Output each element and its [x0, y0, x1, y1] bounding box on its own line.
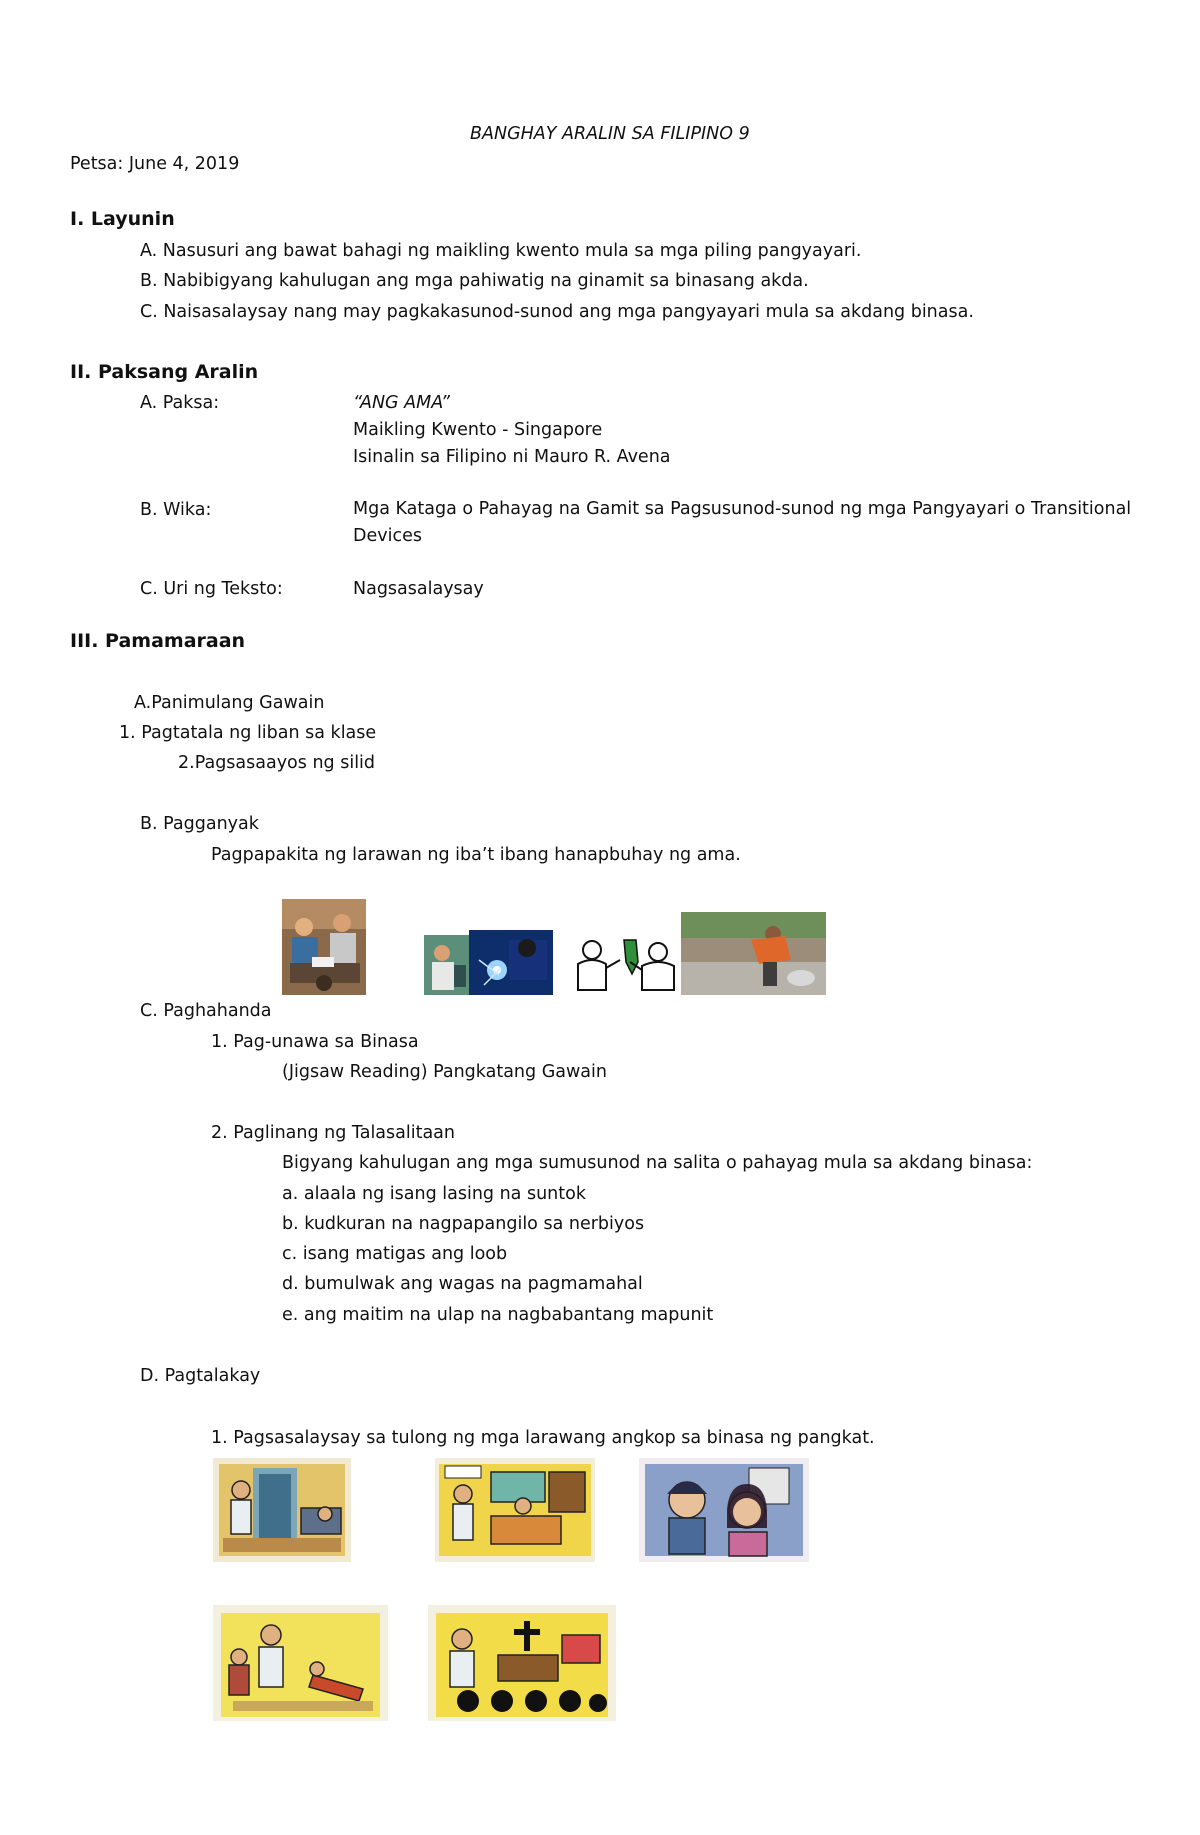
pagganyak-text: Pagpapakita ng larawan ng iba’t ibang hanapbuhay ng ama.: [211, 845, 741, 865]
date-line: Petsa: June 4, 2019: [70, 154, 240, 174]
objective-item: A. Nasusuri ang bawat bahagi ng maikling kwento mula sa mga piling pangyayari.: [140, 241, 862, 261]
section-heading-paksang-aralin: II. Paksang Aralin: [70, 361, 259, 383]
wika-value: Mga Kataga o Pahayag na Gamit sa Pagsusunod-sunod ng mga Pangyayari o Transitional Devices: [353, 499, 1132, 547]
uri-label: C. Uri ng Teksto:: [140, 579, 283, 599]
paksa-translator: Isinalin sa Filipino ni Mauro R. Avena: [353, 447, 671, 467]
story-illustration-5: [428, 1605, 616, 1721]
story-illustration-2: [435, 1458, 595, 1562]
vocabulary-item: d. bumulwak ang wagas na pagmamahal: [282, 1274, 643, 1294]
vocabulary-item: b. kudkuran na nagpapangilo sa nerbiyos: [282, 1214, 645, 1234]
uri-value: Nagsasalaysay: [353, 579, 484, 599]
panimula-item: 1. Pagtatala ng liban sa klase: [119, 723, 377, 743]
section-heading-pamamaraan: III. Pamamaraan: [70, 630, 246, 652]
pagtalakay-label: D. Pagtalakay: [140, 1366, 261, 1386]
vocabulary-instruction: Bigyang kahulugan ang mga sumusunod na salita o pahayag mula sa akdang binasa:: [282, 1153, 1033, 1173]
vocabulary-item: c. isang matigas ang loob: [282, 1244, 508, 1264]
pagtalakay-item: 1. Pagsasalaysay sa tulong ng mga larawang angkop sa binasa ng pangkat.: [211, 1428, 875, 1448]
paksa-genre: Maikling Kwento - Singapore: [353, 420, 603, 440]
panimula-item: 2.Pagsasaayos ng silid: [178, 753, 376, 773]
paghahanda-label: C. Paghahanda: [140, 1001, 272, 1021]
story-illustration-3: [639, 1458, 809, 1562]
objective-item: C. Naisasalaysay nang may pagkakasunod-sunod ang mga pangyayari mula sa akdang binasa.: [140, 302, 974, 322]
pagganyak-label: B. Pagganyak: [140, 814, 259, 834]
objective-item: B. Nabibigyang kahulugan ang mga pahiwatig na ginamit sa binasang akda.: [140, 271, 809, 291]
paghahanda-item: 1. Pag-unawa sa Binasa: [211, 1032, 419, 1052]
section-heading-layunin: I. Layunin: [70, 208, 175, 230]
lab-worker-image: [424, 935, 470, 995]
office-workers-image: [282, 899, 366, 995]
laborer-image: [681, 912, 826, 995]
paksa-title: “ANG AMA”: [353, 393, 450, 413]
paghahanda-item: 2. Paglinang ng Talasalitaan: [211, 1123, 455, 1143]
vocabulary-item: e. ang maitim na ulap na nagbabantang mapunit: [282, 1305, 714, 1325]
paksa-label: A. Paksa:: [140, 393, 220, 413]
welder-image: [469, 930, 553, 995]
paghahanda-subitem: (Jigsaw Reading) Pangkatang Gawain: [282, 1062, 607, 1082]
document-title: BANGHAY ARALIN SA FILIPINO 9: [470, 124, 750, 144]
story-illustration-1: [213, 1458, 351, 1562]
wika-label: B. Wika:: [140, 500, 212, 520]
panimula-label: A.Panimulang Gawain: [134, 693, 325, 713]
mechanics-clipart-image: [566, 934, 682, 996]
vocabulary-item: a. alaala ng isang lasing na suntok: [282, 1184, 586, 1204]
story-illustration-4: [213, 1605, 388, 1721]
